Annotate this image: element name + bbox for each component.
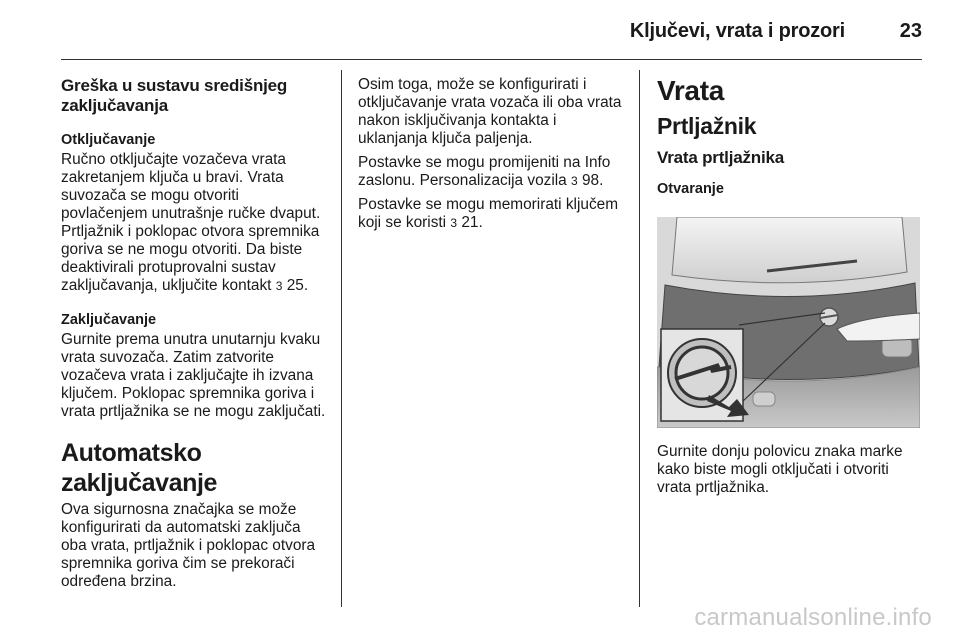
figure-caption: Gurnite donju polovicu znaka marke kako biste mogli otključati i otvoriti vrata prtljažnika. <box>657 443 903 496</box>
memory-ref[interactable]: 21. <box>461 214 483 231</box>
memory-paragraph <box>358 196 624 232</box>
settings-ref[interactable]: 98. <box>582 172 604 189</box>
section-title-line1: Greška u sustavu središnjeg <box>61 76 288 95</box>
tailgate-drawing <box>657 217 920 428</box>
reference-arrow-icon: 3 <box>450 216 458 230</box>
section-title <box>61 76 329 116</box>
opening-heading: Otvaranje <box>657 181 724 197</box>
page-header-title: Ključevi, vrata i prozori <box>629 20 845 42</box>
column-divider-right <box>639 70 640 607</box>
tailgate-title: Vrata prtljažnika <box>657 148 784 167</box>
memory-text: Postavke se mogu memorirati ključem koji se koristi <box>358 196 619 231</box>
section-title-line2: zaključavanja <box>61 96 169 115</box>
config-paragraph: Osim toga, može se konfigurirati i otključavanje vrata vozača ili oba vrata nakon isključivanja kontakta i uklanjanja ključa paljenja. <box>358 76 622 147</box>
column-divider-left <box>341 70 342 607</box>
header-rule <box>61 59 922 60</box>
tailgate-illustration <box>657 217 920 428</box>
page-number: 23 <box>899 20 922 42</box>
settings-text: Postavke se mogu promijeniti na Info zaslonu. Personalizacija vozila <box>358 154 611 189</box>
unlock-heading: Otključavanje <box>61 132 156 148</box>
unlock-text <box>61 151 329 295</box>
settings-paragraph <box>358 154 624 190</box>
auto-lock-text: Ova sigurnosna značajka se može konfigurirati da automatski zaključa oba vrata, prtljažnik i poklopac otvora spremnika goriva čim se prekorači određena brzina. <box>61 501 316 590</box>
boot-subtitle: Prtljažnik <box>657 113 757 139</box>
watermark: carmanualsonline.info <box>694 604 932 631</box>
unlock-body: Ručno otključajte vozačeva vrata zakretanjem ključa u bravi. Vrata suvozača se mogu otvoriti povlačenjem unutrašnje ručke dvaput. Prtljažnik i poklopac otvora spremnika goriva se ne mogu otvoriti. Da biste deaktivirali protuprovalni sustav zaključavanja, uključite kontakt <box>61 151 321 294</box>
auto-lock-title: Automatsko zaključavanje <box>61 439 218 497</box>
column-left <box>61 76 329 591</box>
reference-arrow-icon: 3 <box>275 279 283 293</box>
figure-caption-block <box>657 443 927 497</box>
unlock-ref[interactable]: 25. <box>286 277 309 294</box>
lock-heading: Zaključavanje <box>61 312 157 328</box>
doors-title: Vrata <box>657 75 724 106</box>
column-right <box>657 76 927 200</box>
reference-arrow-icon: 3 <box>571 174 578 188</box>
lock-text: Gurnite prema unutra unutarnju kvaku vrata suvozača. Zatim zatvorite vozačeva vrata i zaključajte ih izvana ključem. Poklopac spremnika goriva i vrata prtljažnika se ne mogu zaključati. <box>61 331 326 420</box>
column-middle <box>358 76 624 232</box>
